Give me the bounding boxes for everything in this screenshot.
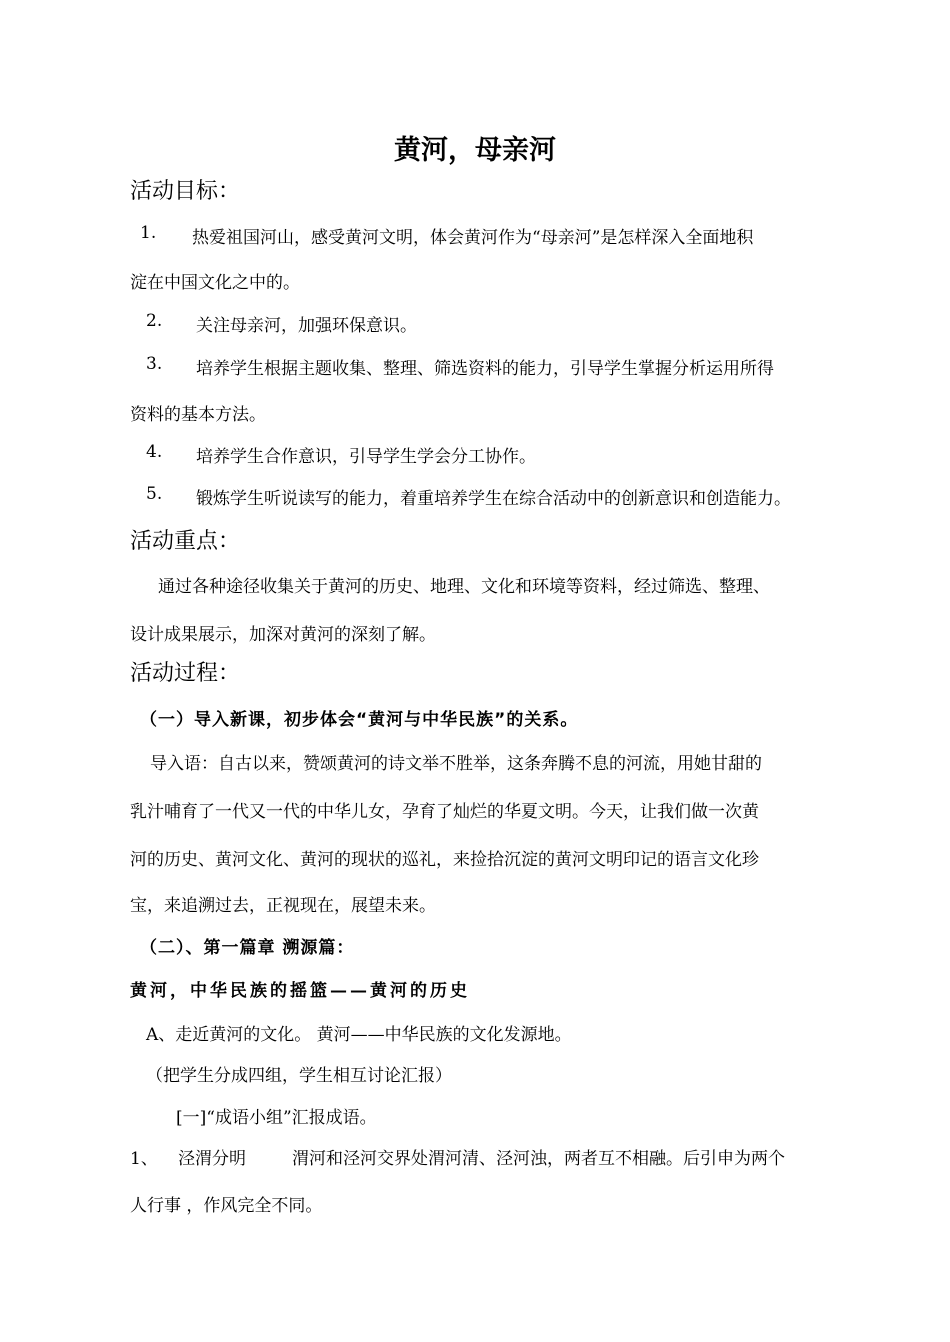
idiom-1-meaning-line2: 人行事 ，作风完全不同。 bbox=[130, 1196, 323, 1216]
goal-item-1-line1: 热爱祖国河山，感受黄河文明，体会黄河作为“母亲河”是怎样深入全面地积 bbox=[192, 228, 754, 248]
group-note: （把学生分成四组，学生相互讨论汇报） bbox=[146, 1066, 452, 1086]
idiom-1-number: 1、 bbox=[130, 1149, 158, 1169]
part2-subheading: 黄河，中华民族的摇篮——黄河的历史 bbox=[130, 981, 470, 1001]
goal-item-5-number: 5. bbox=[146, 484, 163, 504]
focus-line2: 设计成果展示，加深对黄河的深刻了解。 bbox=[130, 625, 436, 645]
part1-line3: 河的历史、黄河文化、黄河的现状的巡礼，来捡拾沉淀的黄河文明印记的语言文化珍 bbox=[130, 850, 759, 870]
idiom-group-heading: [一]“成语小组”汇报成语。 bbox=[176, 1108, 377, 1128]
part1-line4: 宝，来追溯过去，正视现在，展望未来。 bbox=[130, 896, 436, 916]
idiom-1-meaning-line1: 渭河和泾河交界处渭河清、泾河浊，两者互不相融。后引申为两个 bbox=[292, 1149, 785, 1169]
goal-item-3-number: 3. bbox=[146, 354, 163, 374]
goals-heading: 活动目标： bbox=[130, 179, 241, 204]
goal-item-3-line2: 资料的基本方法。 bbox=[130, 405, 266, 425]
part1-line1: 导入语：自古以来，赞颂黄河的诗文举不胜举，这条奔腾不息的河流，用她甘甜的 bbox=[150, 754, 762, 774]
goal-item-2-number: 2. bbox=[146, 311, 163, 331]
goal-item-5-text: 锻炼学生听说读写的能力，着重培养学生在综合活动中的创新意识和创造能力。 bbox=[196, 489, 791, 509]
goal-item-4-number: 4. bbox=[146, 442, 163, 462]
section-a: A、走近黄河的文化。 黄河——中华民族的文化发源地。 bbox=[146, 1025, 572, 1045]
goal-item-3-line1: 培养学生根据主题收集、整理、筛选资料的能力，引导学生掌握分析运用所得 bbox=[196, 359, 774, 379]
part1-heading: （一）导入新课，初步体会“黄河与中华民族”的关系。 bbox=[140, 710, 579, 730]
idiom-1-term: 泾渭分明 bbox=[178, 1149, 246, 1169]
goal-item-4-text: 培养学生合作意识，引导学生学会分工协作。 bbox=[196, 447, 536, 467]
goal-item-1-line2: 淀在中国文化之中的。 bbox=[130, 273, 300, 293]
focus-line1: 通过各种途径收集关于黄河的历史、地理、文化和环境等资料，经过筛选、整理、 bbox=[158, 577, 770, 597]
process-heading: 活动过程： bbox=[130, 661, 241, 686]
part2-heading: （二）、第一篇章 溯源篇： bbox=[140, 938, 355, 958]
focus-heading: 活动重点： bbox=[130, 529, 241, 554]
page-title: 黄河，母亲河 bbox=[394, 135, 556, 166]
part1-line2: 乳汁哺育了一代又一代的中华儿女，孕育了灿烂的华夏文明。今天，让我们做一次黄 bbox=[130, 802, 759, 822]
goal-item-1-number: 1. bbox=[140, 223, 157, 243]
goal-item-2-text: 关注母亲河，加强环保意识。 bbox=[196, 316, 417, 336]
